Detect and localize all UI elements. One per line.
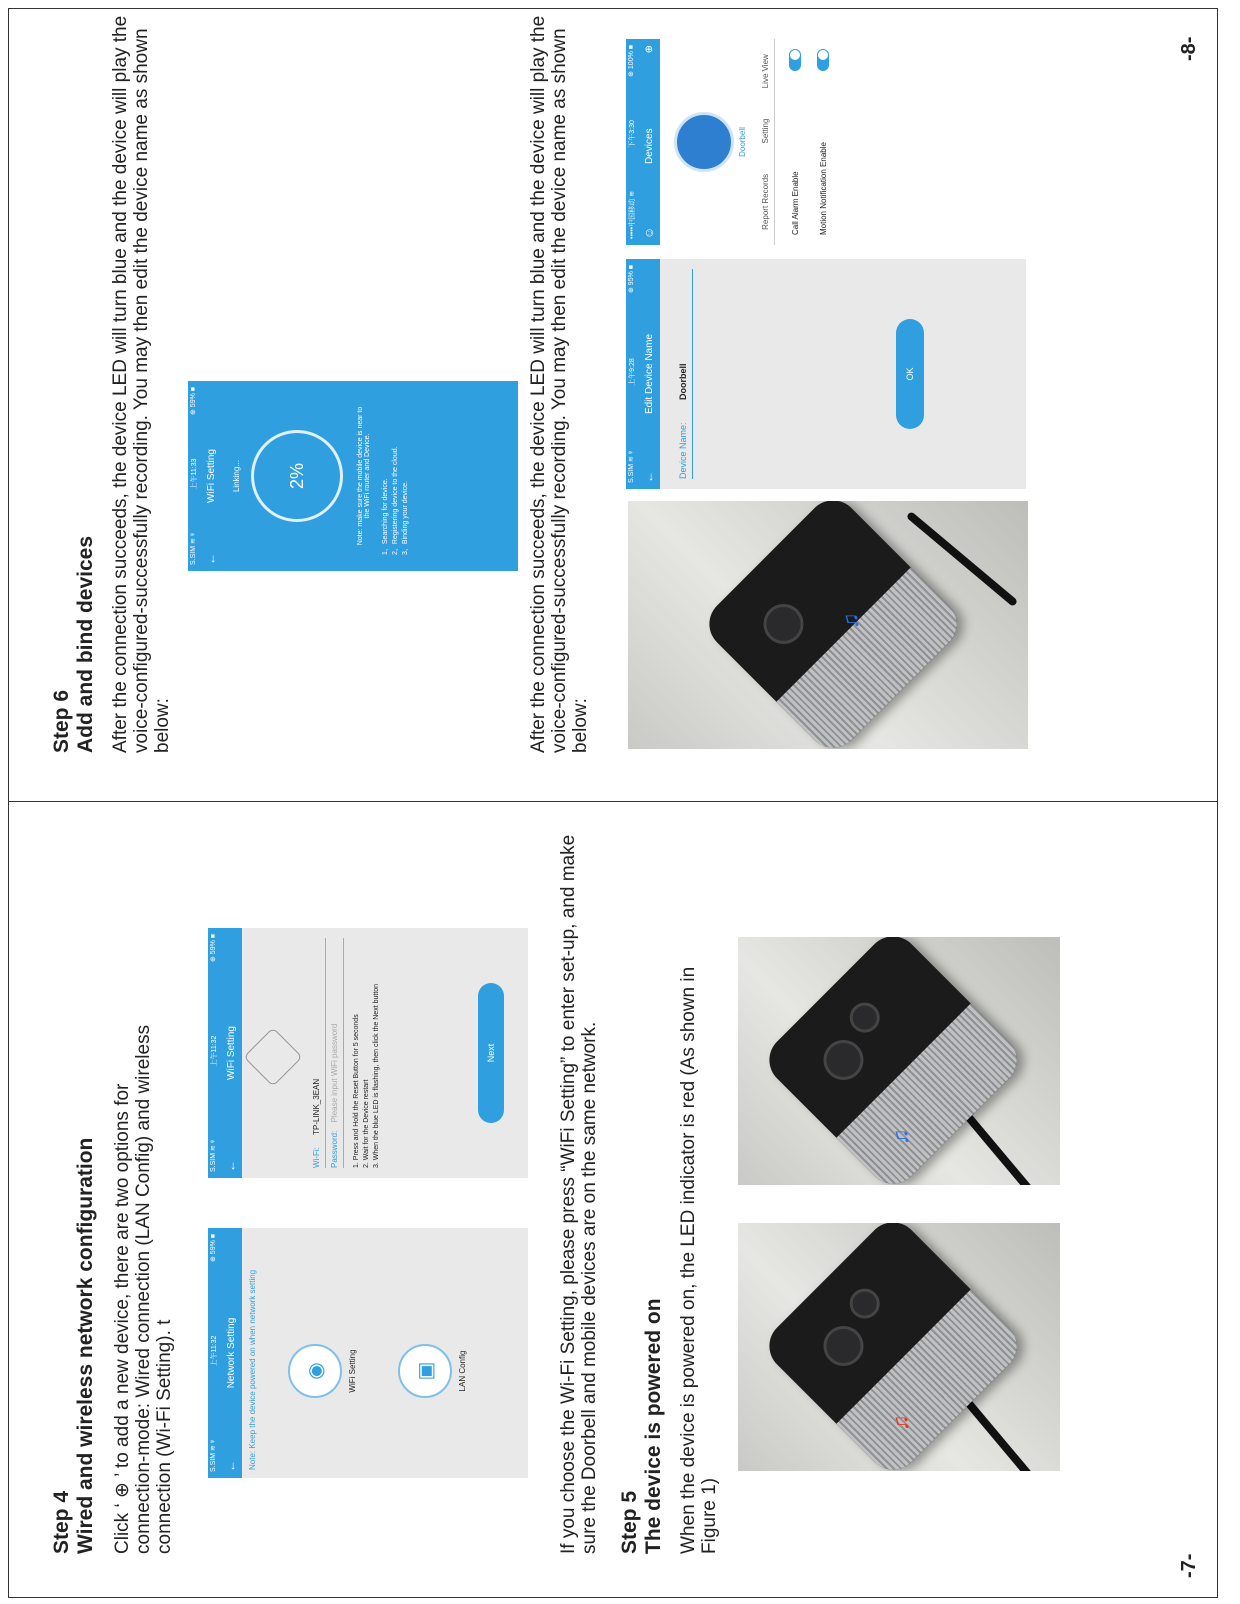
step4-label: Step 4 [50, 1490, 73, 1554]
tab-live-view[interactable]: Live View [761, 54, 770, 89]
status-time: 上午11:32 [211, 1035, 218, 1067]
status-left: •••••中国移动 ≋ [629, 190, 636, 239]
back-arrow-icon[interactable]: ← [642, 471, 656, 483]
instruction-item: 3. When the blue LED is flashing, then click the Next button [373, 983, 380, 1168]
sensor-lens [844, 1282, 886, 1324]
step5-label: Step 5 [618, 1490, 641, 1554]
nav-bar [638, 259, 660, 489]
network-note: Note: Keep the device powered on when network setting [248, 1269, 257, 1470]
wifi-option-label: WiFi Setting [348, 1349, 357, 1393]
lan-icon: ▣ [398, 1344, 452, 1398]
blue-bell-led-icon: ♫ [888, 1128, 913, 1145]
step4-body: Click ‘ ⊕ ’ to add a new device, there are two options for connection-mode: Wired connection (LAN Config) and wireless connection (Wi-Fi Setting). t [112, 1024, 175, 1554]
status-left: S.SIM ≋ ᵠ [628, 451, 635, 483]
device-name-label: Device Name: [678, 422, 688, 479]
status-right: ⊕ 100% ■ [628, 45, 635, 77]
motion-row [817, 49, 829, 235]
password-input[interactable]: Please input WiFi password [330, 1023, 339, 1123]
screen-title: WiFi Setting [205, 449, 217, 503]
call-alarm-label: Call Alarm Enable [790, 171, 800, 235]
add-icon[interactable]: ⊕ [643, 45, 655, 54]
sensor-lens [844, 996, 886, 1038]
nav-bar [638, 39, 660, 245]
status-time: 上午11:33 [191, 458, 198, 490]
photo-device-blue [628, 501, 1028, 749]
left-page [8, 802, 1218, 1598]
photo-blue-led [738, 937, 1060, 1185]
nav-bar [220, 1228, 242, 1478]
blue-bell-led-icon: ♫ [838, 612, 863, 629]
status-bar [626, 39, 638, 245]
screen-title: Devices [643, 128, 655, 164]
tab-setting[interactable]: Setting [761, 118, 770, 144]
linking-step: 2、Registering device to the cloud. [392, 446, 399, 555]
step4-title: Wired and wireless network configuration [74, 1137, 97, 1554]
linking-step: 3、Binding your device. [402, 481, 409, 555]
page-number-left: -7- [1178, 1553, 1200, 1578]
wifi-form [308, 938, 382, 1168]
step6-body-repeat: After the connection succeeds, the device LED will turn blue and the device will play the voice-configured-successfully recording. You may then edit the device name as shown below: [528, 15, 591, 753]
linking-steps [381, 397, 411, 555]
device-outline-icon [243, 1027, 302, 1086]
back-arrow-icon[interactable]: ← [204, 553, 218, 565]
screen-title: Network Setting [225, 1317, 237, 1389]
linking-screen [188, 381, 518, 571]
step6-label: Step 6 [50, 689, 73, 753]
step6-body: After the connection succeeds, the device LED will turn blue and the device will play the voice-configured-successfully recording. You may then edit the device name as shown below: [110, 15, 173, 753]
status-time: 下午3:30 [629, 120, 636, 148]
ok-button[interactable]: OK [896, 319, 924, 429]
lan-option-label: LAN Config [458, 1350, 467, 1392]
nav-bar [220, 928, 242, 1178]
status-time: 上午9:28 [629, 358, 636, 386]
screen-title: Edit Device Name [643, 333, 655, 415]
photo-red-led [738, 1223, 1060, 1471]
status-bar [208, 1228, 220, 1478]
step5-body: When the device is powered on, the LED indicator is red (As shown in Figure 1) [678, 966, 720, 1554]
progress-value: 2% [286, 463, 307, 490]
wifi-note: If you choose the Wi-Fi Setting, please press “WiFi Setting” to enter set-up, and make sure the Doorbell and mobile devices are on the same network. [558, 834, 600, 1554]
wifi-instructions [352, 938, 382, 1168]
red-bell-led-icon: ♫ [888, 1414, 913, 1431]
status-time: 上午11:32 [211, 1335, 218, 1367]
wifi-value[interactable]: TP-LINK_3EAN [312, 1078, 321, 1135]
screen-title: WiFi Setting [225, 1026, 237, 1080]
step6-block [50, 13, 173, 753]
nav-bar [200, 381, 222, 571]
doorbell-device [759, 937, 1028, 1185]
tab-report-records[interactable]: Report Records [761, 173, 770, 230]
device-name: Doorbell [738, 127, 747, 157]
wifi-icon: ◉ [288, 1344, 342, 1398]
wifi-setting-screen [208, 928, 528, 1178]
status-left: S.SIM ≋ ᵠ [210, 1140, 217, 1172]
wifi-label: Wi-Fi: [312, 1147, 321, 1168]
step5-block [618, 814, 720, 1554]
back-arrow-icon[interactable]: ← [224, 1460, 238, 1472]
status-left: S.SIM ≋ ᵠ [210, 1440, 217, 1472]
motion-label: Motion Notification Enable [818, 142, 828, 235]
edit-device-name-screen [626, 259, 1026, 489]
status-left: S.SIM ≋ ᵠ [190, 533, 197, 565]
step5-title: The device is powered on [642, 1298, 665, 1554]
status-right: ⊕ 59% ■ [210, 1234, 217, 1262]
linking-text: Linking... [232, 459, 241, 493]
status-bar [626, 259, 638, 489]
progress-ring [251, 430, 343, 522]
next-button[interactable]: Next [478, 983, 504, 1123]
camera-lens [815, 1032, 872, 1089]
device-tabs [761, 39, 775, 245]
step4-block [50, 814, 175, 1554]
user-icon[interactable]: ☺ [642, 226, 656, 239]
instruction-item: 1. Press and Hold the Reset Button for 5 seconds [353, 1014, 360, 1168]
page-number-right: -8- [1178, 36, 1200, 61]
speaker-grille [777, 568, 968, 749]
status-bar [188, 381, 200, 571]
device-avatar[interactable] [674, 112, 734, 172]
linking-note: Note: make sure the mobile device is near to the WiFi router and Device. [357, 406, 371, 546]
doorbell-device [759, 1223, 1028, 1471]
lan-option[interactable] [398, 1344, 467, 1398]
step6-body-repeat-block [528, 13, 591, 753]
wifi-option[interactable] [288, 1344, 357, 1398]
right-page [8, 8, 1218, 801]
instruction-item: 2. Wait for the Device restart [363, 1079, 370, 1168]
status-bar [208, 928, 220, 1178]
device-name-field[interactable] [678, 269, 693, 479]
device-name-value[interactable]: Doorbell [678, 363, 688, 400]
devices-screen [626, 39, 1026, 245]
network-setting-screen [208, 1228, 528, 1478]
step6-title: Add and bind devices [74, 535, 97, 753]
camera-lens [815, 1318, 872, 1375]
camera-lens [755, 596, 812, 653]
status-right: ⊕ 59% ■ [210, 934, 217, 962]
call-alarm-row [789, 49, 801, 235]
status-right: ⊕ 95% ■ [628, 265, 635, 293]
doorbell-device [699, 501, 968, 749]
call-alarm-toggle[interactable] [789, 49, 801, 71]
motion-toggle[interactable] [817, 49, 829, 71]
status-right: ⊕ 59% ■ [190, 387, 197, 415]
password-label: Password: [330, 1130, 339, 1168]
back-arrow-icon[interactable]: ← [224, 1160, 238, 1172]
linking-step: 1、Searching for device. [382, 478, 389, 555]
wifi-note-block [558, 814, 600, 1554]
